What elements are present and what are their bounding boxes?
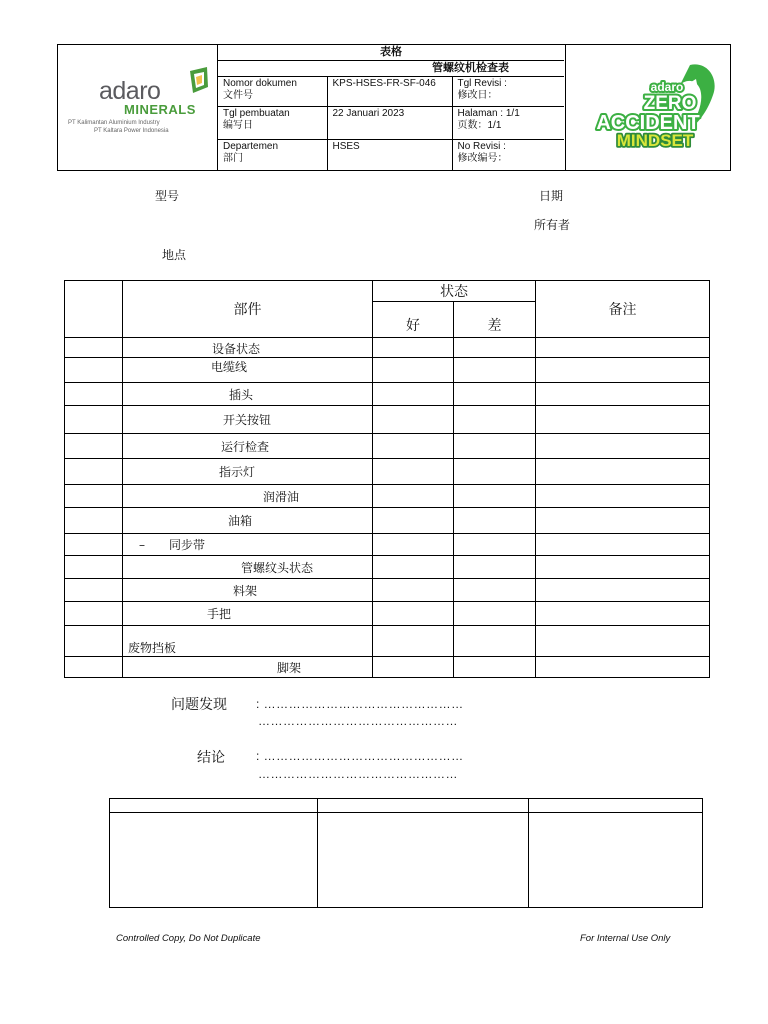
- subsidiary-2-text: PT Kaltara Power Indonesia: [94, 128, 169, 134]
- item-equipment-condition: 设备状态: [123, 338, 373, 358]
- form-type: 表格: [218, 45, 564, 60]
- cell-good[interactable]: [373, 485, 454, 508]
- cell-remarks[interactable]: [536, 459, 710, 485]
- dash-mark: –: [139, 538, 145, 552]
- inspection-checklist: [64, 280, 710, 678]
- signature-header-2: [318, 799, 529, 813]
- problem-label: 问题发现: [171, 697, 227, 713]
- table-row: [65, 338, 710, 358]
- item-stand: 脚架: [123, 657, 373, 678]
- table-row: [65, 383, 710, 406]
- col-bad-header: 差: [454, 302, 536, 338]
- cell-good[interactable]: [373, 534, 454, 556]
- table-row: [65, 556, 710, 579]
- item-timing-belt: – 同步带: [123, 534, 373, 556]
- created-date-label: Tgl pembuatan 编写日: [218, 106, 327, 139]
- cell-bad[interactable]: [454, 508, 536, 534]
- cell-good[interactable]: [373, 657, 454, 678]
- cell-bad[interactable]: [454, 602, 536, 626]
- table-row: [65, 434, 710, 459]
- cell-bad[interactable]: [454, 358, 536, 383]
- model-label: 型号: [155, 189, 180, 203]
- item-switch-button: 开关按钮: [123, 406, 373, 434]
- cell-bad[interactable]: [454, 485, 536, 508]
- cell-remarks[interactable]: [536, 556, 710, 579]
- department-value: HSES: [327, 139, 452, 170]
- col-status-header: 状态: [373, 281, 536, 302]
- cell-bad[interactable]: [454, 338, 536, 358]
- cell-good[interactable]: [373, 508, 454, 534]
- badge-brand: adaro: [650, 80, 684, 94]
- form-title: 管螺纹机检查表: [452, 60, 564, 76]
- table-row: [65, 406, 710, 434]
- signature-box-1[interactable]: [110, 813, 318, 908]
- header-blank: [65, 281, 123, 338]
- cell-remarks[interactable]: [536, 406, 710, 434]
- badge-mindset: MINDSET: [616, 131, 694, 150]
- signature-table: [109, 798, 703, 908]
- adaro-leaf-icon: [187, 65, 211, 95]
- signature-box-2[interactable]: [318, 813, 529, 908]
- signature-box-3[interactable]: [529, 813, 703, 908]
- owner-label: 所有者: [534, 218, 571, 232]
- location-label: 地点: [162, 248, 187, 262]
- cell-bad[interactable]: [454, 579, 536, 602]
- doc-number-value: KPS-HSES-FR-SF-046: [327, 76, 452, 106]
- table-row: [65, 534, 710, 556]
- cell-remarks[interactable]: [536, 626, 710, 657]
- footer-internal-use: For Internal Use Only: [580, 933, 671, 944]
- cell-good[interactable]: [373, 579, 454, 602]
- cell-bad[interactable]: [454, 434, 536, 459]
- cell-bad[interactable]: [454, 534, 536, 556]
- cell-bad[interactable]: [454, 626, 536, 657]
- conclusion-line-1[interactable]: : …………………………………………: [256, 749, 464, 763]
- item-waste-guard: 废物挡板: [123, 626, 373, 657]
- document-meta: [218, 45, 564, 170]
- item-indicator-light: 指示灯: [123, 459, 373, 485]
- date-label: 日期: [539, 189, 564, 203]
- cell-bad[interactable]: [454, 406, 536, 434]
- cell-good[interactable]: [373, 383, 454, 406]
- table-row: [65, 459, 710, 485]
- cell-bad[interactable]: [454, 383, 536, 406]
- problem-line-2[interactable]: …………………………………………: [258, 714, 458, 728]
- cell-good[interactable]: [373, 459, 454, 485]
- table-row: [65, 358, 710, 383]
- subsidiary-1-text: PT Kalimantan Aluminium Industry: [68, 120, 160, 126]
- cell-remarks[interactable]: [536, 485, 710, 508]
- company-logo-block: [58, 45, 218, 170]
- col-good-header: 好: [373, 302, 454, 338]
- item-lubricant: 润滑油: [123, 485, 373, 508]
- cell-remarks[interactable]: [536, 358, 710, 383]
- cell-remarks[interactable]: [536, 579, 710, 602]
- footer-controlled-copy: Controlled Copy, Do Not Duplicate: [116, 933, 261, 944]
- table-row: [65, 657, 710, 678]
- cell-remarks[interactable]: [536, 602, 710, 626]
- table-row: [65, 579, 710, 602]
- problem-line-1[interactable]: : …………………………………………: [256, 697, 464, 711]
- conclusion-label: 结论: [197, 750, 225, 766]
- cell-good[interactable]: [373, 556, 454, 579]
- cell-good[interactable]: [373, 358, 454, 383]
- revision-date-label: Tgl Revisi : 修改日：: [452, 76, 564, 106]
- table-row: [65, 508, 710, 534]
- item-handle: 手把: [123, 602, 373, 626]
- signature-header-3: [529, 799, 703, 813]
- table-row: [65, 626, 710, 657]
- minerals-text: MINERALS: [124, 102, 196, 117]
- badge-accident: ACCIDENT: [596, 112, 700, 134]
- adaro-logo-text: adaro: [99, 77, 161, 105]
- cell-good[interactable]: [373, 626, 454, 657]
- item-die-head-condition: 管螺纹头状态: [123, 556, 373, 579]
- item-oil-tank: 油箱: [123, 508, 373, 534]
- document-header: [57, 44, 731, 171]
- badge-zero: ZERO: [643, 93, 697, 114]
- doc-number-label: Nomor dokumen 文件号: [218, 76, 327, 106]
- revision-no-label: No Revisi : 修改编号：: [452, 139, 564, 170]
- table-row: [65, 485, 710, 508]
- item-cable: 电缆线: [123, 358, 373, 383]
- cell-good[interactable]: [373, 602, 454, 626]
- conclusion-line-2[interactable]: …………………………………………: [258, 767, 458, 781]
- created-date-value: 22 Januari 2023: [327, 106, 452, 139]
- col-remarks-header: 备注: [536, 281, 710, 338]
- department-label: Departemen 部门: [218, 139, 327, 170]
- cell-good[interactable]: [373, 434, 454, 459]
- cell-remarks[interactable]: [536, 657, 710, 678]
- col-part-header: 部件: [123, 281, 373, 338]
- zero-accident-badge: [565, 45, 731, 170]
- cell-remarks[interactable]: [536, 434, 710, 459]
- page-label: Halaman : 1/1 页数：1/1: [452, 106, 564, 139]
- cell-good[interactable]: [373, 406, 454, 434]
- zero-accident-mindset-logo: [566, 45, 731, 170]
- cell-remarks[interactable]: [536, 338, 710, 358]
- cell-good[interactable]: [373, 338, 454, 358]
- table-row: [65, 602, 710, 626]
- cell-bad[interactable]: [454, 556, 536, 579]
- cell-remarks[interactable]: [536, 383, 710, 406]
- cell-bad[interactable]: [454, 657, 536, 678]
- item-plug: 插头: [123, 383, 373, 406]
- cell-remarks[interactable]: [536, 508, 710, 534]
- cell-remarks[interactable]: [536, 534, 710, 556]
- item-operation-check: 运行检查: [123, 434, 373, 459]
- item-material-rack: 料架: [123, 579, 373, 602]
- cell-bad[interactable]: [454, 459, 536, 485]
- signature-header-1: [110, 799, 318, 813]
